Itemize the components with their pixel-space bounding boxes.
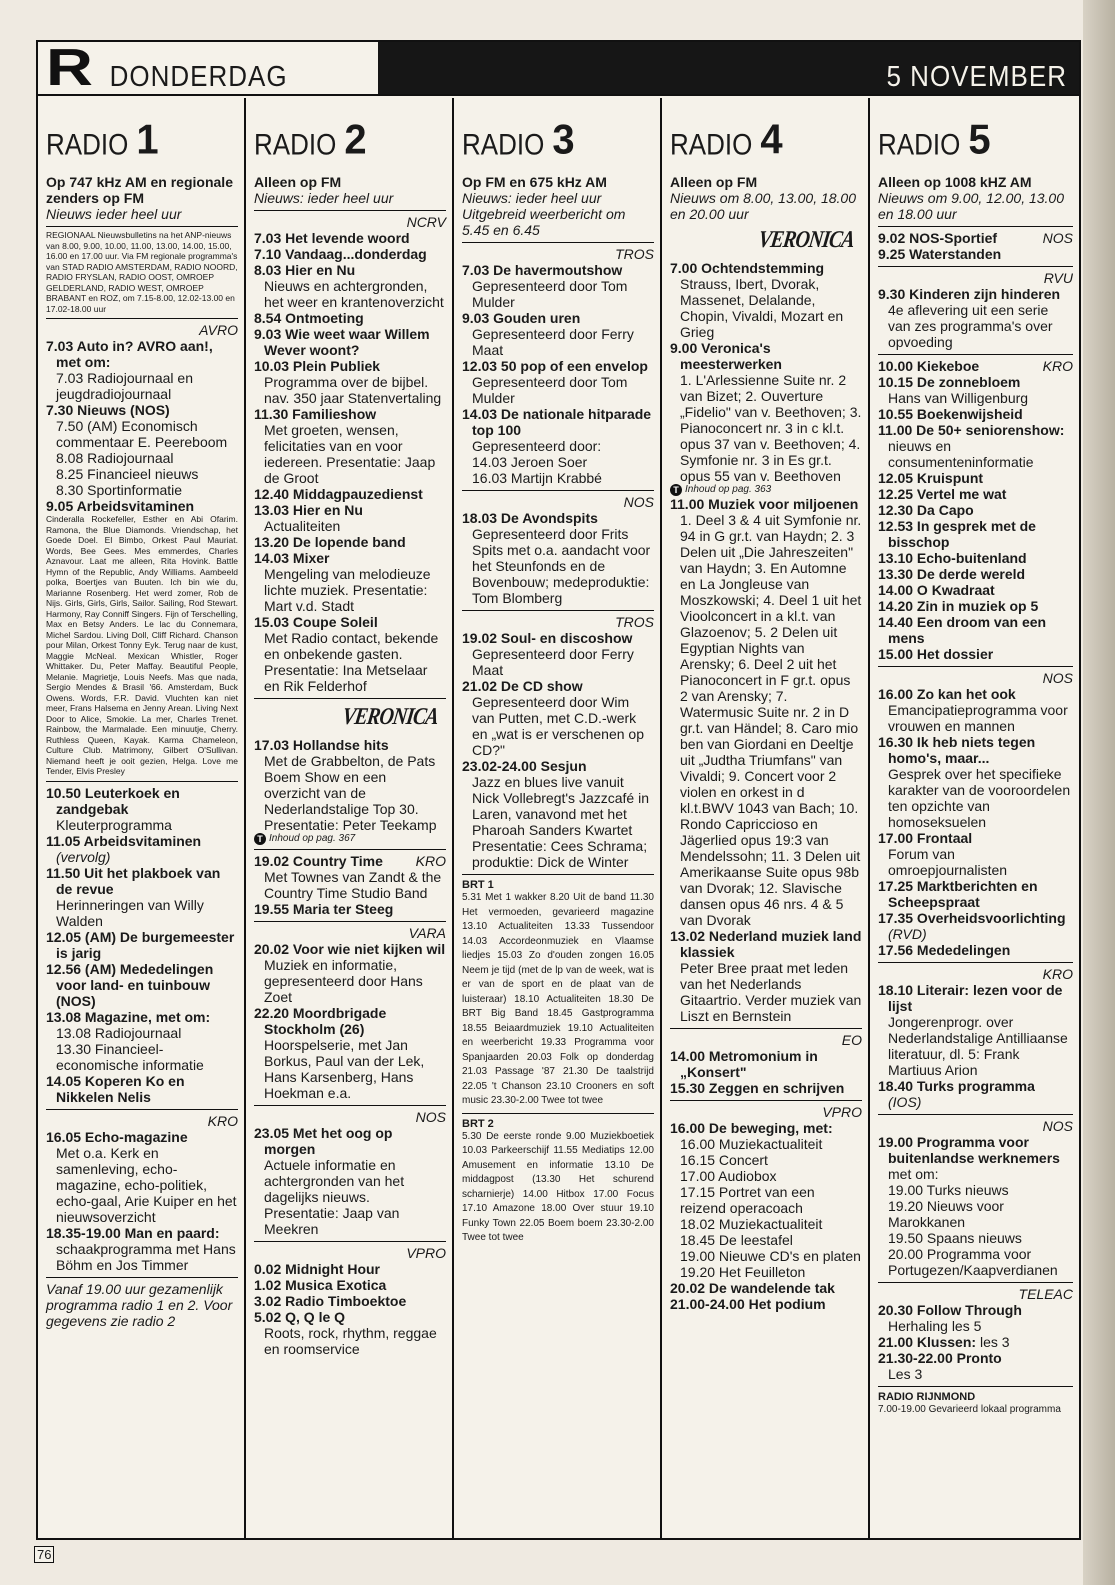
- divider: [670, 1028, 862, 1029]
- program-title: 9.05 Arbeidsvitaminen: [46, 498, 195, 514]
- program-title: 9.30 Kinderen zijn hinderen: [878, 286, 1061, 302]
- program-title: 14.40 Een droom van een mens: [878, 614, 1047, 646]
- program-title: 18.03 De Avondspits: [462, 510, 598, 526]
- divider: [46, 781, 238, 782]
- program-title: 18.10 Literair: lezen voor de lijst: [878, 982, 1063, 1014]
- program-desc: Met Townes van Zandt & the Country Time Studio Band: [264, 869, 442, 901]
- program-desc: Forum van omroepjournalisten: [888, 846, 1008, 878]
- program-title: 7.03 Auto in? AVRO aan!, met om:: [46, 338, 213, 370]
- program-title: 15.03 Coupe Soleil: [254, 614, 378, 630]
- program-title: 17.03 Hollandse hits: [254, 737, 389, 753]
- program-desc: 17.00 Audiobox: [680, 1168, 777, 1184]
- program-desc: les 3: [979, 1334, 1010, 1350]
- station-columns: [38, 98, 1079, 1538]
- program-title: 10.55 Boekenwijsheid: [878, 406, 1023, 422]
- program-title: 12.40 Middagpauzedienst: [254, 486, 423, 502]
- divider: [254, 1105, 446, 1106]
- broadcaster-label: VARA: [408, 925, 446, 941]
- program-title: 12.56 (AM) Mededelingen voor land- en tuinbouw (NOS): [46, 960, 214, 1009]
- radio-word: RADIO: [254, 126, 337, 162]
- broadcaster-label: NOS: [623, 494, 654, 510]
- broadcaster-label: RVU: [1043, 270, 1073, 286]
- program-title: 16.00 Zo kan het ook: [878, 686, 1016, 702]
- header-left: [38, 39, 378, 97]
- program-title: 19.02 Soul- en discoshow: [462, 630, 633, 646]
- program-title: 16.00 De beweging, met:: [670, 1120, 833, 1136]
- veronica-logo: VERONICA: [340, 703, 440, 730]
- program-desc: Jongerenprogr. over Nederlandstalige Antilliaanse literatuur, dl. 5: Frank Martiuus Arion: [888, 1014, 1068, 1078]
- intro-italic: Nieuws: ieder heel uur: [254, 190, 394, 206]
- divider: [462, 610, 654, 611]
- program-title: 23.05 Met het oog op morgen: [254, 1125, 393, 1157]
- program-title: 14.00 O Kwadraat: [878, 582, 995, 598]
- divider: [254, 921, 446, 922]
- divider: [878, 354, 1073, 355]
- program-title: 7.10 Vandaag...donderdag: [254, 246, 427, 262]
- footer-note: Vanaf 19.00 uur gezamenlijk programma radio 1 en 2. Voor gegevens zie radio 2: [46, 1280, 233, 1329]
- program-desc: (RVD): [888, 926, 927, 942]
- program-desc: Jazz en blues live vanuit Nick Vollebregt's Jazzcafé in Laren, vanavond met het Pharoah Sanders Kwartet Presentatie: Cees Schrama; produktie: Dick de Winter: [472, 774, 649, 870]
- program-desc: Gesprek over het specifieke karakter van de vooroordelen ten opzichte van homoseksuelen: [888, 766, 1071, 830]
- program-desc: Herinneringen van Willy Walden: [56, 896, 204, 929]
- program-desc: Gepresenteerd door Tom Mulder: [472, 278, 628, 310]
- brt2-schedule: 5.30 De eerste ronde 9.00 Muziekboetiek 10.03 Parkeerschijf 11.55 Mediatips 12.00 Amusement en informatie 13.10 De middagpost (13.30 Het schurend scharnierje) 14.00 Hitbox 17.00 Focus 17.10 Amazone 18.00 Over stuur 19.10 Funky Town 22.05 Boem boem 23.30-2.00 Twee tot twee: [462, 1130, 654, 1243]
- program-title: 20.02 Voor wie niet kijken wil: [254, 941, 446, 957]
- broadcaster-label: EO: [841, 1032, 862, 1048]
- radio-word: RADIO: [462, 126, 545, 162]
- column-radio-4: [662, 98, 870, 1538]
- broadcaster-label: KRO: [1042, 358, 1073, 374]
- program-title: [254, 853, 446, 869]
- program-desc: 19.20 Het Feuilleton: [680, 1264, 806, 1280]
- broadcaster-label: TELEAC: [1018, 1286, 1073, 1302]
- program-title: 20.02 De wandelende tak: [670, 1280, 835, 1296]
- program-desc: 1. L'Arlessienne Suite nr. 2 van Bizet; 2. Ouverture „Fidelio" van v. Beethoven; 3. Pianoconcert nr. 3 in c kl.t. opus 37 van v. Beethoven; 4. Symfonie nr. 3 in Es gr.t. opus 55 van v. Beethoven: [680, 372, 862, 484]
- program-title: 19.55 Maria ter Steeg: [254, 901, 394, 917]
- program-title: 18.35-19.00 Man en paard:: [46, 1224, 220, 1241]
- column-radio-1: [38, 98, 246, 1538]
- broadcaster-label: NOS: [1042, 230, 1073, 246]
- page-header: [38, 39, 1079, 97]
- intro-italic: Nieuws: ieder heel uur Uitgebreid weerbericht om 5.45 en 6.45: [462, 190, 626, 238]
- program-desc: 16.00 Muziekactualiteit: [680, 1136, 823, 1152]
- column-radio-3: [454, 98, 662, 1538]
- program-title-text: 19.02 Country Time: [254, 853, 383, 869]
- program-title: 22.20 Moordbrigade Stockholm (26): [254, 1005, 387, 1037]
- program-desc: Actuele informatie en achtergronden van het dagelijks nieuws. Presentatie: Jaap van Meekren: [264, 1157, 405, 1237]
- tv-guide-page: [36, 40, 1081, 1540]
- radio-4-title: [670, 116, 862, 164]
- program-title: 10.03 Plein Publiek: [254, 358, 381, 374]
- program-title: 21.00-24.00 Het podium: [670, 1296, 826, 1312]
- program-desc: met om:: [888, 1166, 939, 1182]
- program-desc: Actualiteiten: [264, 518, 341, 534]
- page-number: 76: [34, 1546, 54, 1563]
- intro-bold: Alleen op FM: [254, 174, 342, 190]
- program-desc: Emancipatieprogramma voor vrouwen en mannen: [888, 702, 1068, 734]
- program-title: 11.50 Uit het plakboek van de revue: [46, 864, 221, 897]
- program-title: [878, 230, 1073, 246]
- radio-1-title: [46, 116, 238, 164]
- divider: [462, 242, 654, 243]
- broadcaster-label: KRO: [207, 1112, 238, 1129]
- program-desc: Programma over de bijbel. nav. 350 jaar Statenvertaling: [264, 374, 442, 406]
- program-desc: (vervolg): [56, 848, 111, 865]
- regional-info: REGIONAAL Nieuwsbulletins na het ANP-nieuws van 8.00, 9.00, 10.00, 11.00, 13.00, 14.00, 15.00, 16.00 en 17.00 uur. Via FM regionale programma's van STAD RADIO AMSTERDAM, RADIO NOORD, RADIO FRYSLAN, RADIO OOST, OMROEP GELDERLAND, RADIO WEST, OMROEP BRABANT en ROZ, om 7.15-8.00, 12.02-13.00 en 17.02-18.00 uur: [46, 230, 238, 314]
- program-desc: Gepresenteerd door Wim van Putten, met C.D.-werk en „wat is er verschenen op CD?": [472, 694, 644, 758]
- program-title: 11.00 De 50+ seniorenshow:: [878, 422, 1065, 438]
- program-title: 15.00 Het dossier: [878, 646, 994, 662]
- program-desc: Gepresenteerd door Frits Spits met o.a. aandacht voor het Steunfonds en de Bovenbouw; medeproduktie: Tom Blomberg: [472, 526, 651, 606]
- divider: [878, 666, 1073, 667]
- program-title: 17.25 Marktberichten en Scheepspraat: [878, 878, 1038, 910]
- veronica-logo: VERONICA: [756, 226, 856, 253]
- brt1-schedule: 5.31 Met 1 wakker 8.20 Uit de band 11.30 Het vermoeden, gevarieerd magazine 13.10 Actualiteiten 13.33 Tussendoor 14.03 Accordeonmuziek en Vlaamse liedjes 15.03 Zo d'ouden zongen 16.05 Neem je tijd (met de lp van de week, wat is er van de sport en de plaat van de luisteraar) 18.10 Actualiteiten 18.30 De BRT Big Band 18.45 Gastprogramma 18.55 Beiaardmuziek 19.10 Actualiteiten en weerbericht 19.33 Programma voor Spanjaarden 20.03 Folk op donderdag 21.03 Passage '87 21.30 De taalstrijd 22.05 't Chanson 23.10 Crooners en soft music 23.30-2.00 Twee tot twee: [462, 892, 654, 1106]
- divider: [878, 1114, 1073, 1115]
- divider: [46, 226, 238, 227]
- content-reference: [670, 484, 862, 496]
- program-title: 14.03 De nationale hitparade top 100: [462, 406, 652, 438]
- divider: [254, 210, 446, 211]
- program-title: 7.03 De havermoutshow: [462, 262, 623, 278]
- program-title: 13.10 Echo-buitenland: [878, 550, 1027, 566]
- radio-2-title: [254, 116, 446, 164]
- program-title: 7.30 Nieuws (NOS): [46, 402, 170, 418]
- program-desc: 18.02 Muziekactualiteit: [680, 1216, 823, 1232]
- t-icon: T: [254, 833, 266, 845]
- program-desc: Peter Bree praat met leden van het Nederlands Gitaartrio. Verder muziek van Liszt en Bernstein: [680, 960, 862, 1024]
- program-desc: 14.03 Jeroen Soer: [472, 454, 588, 470]
- broadcaster-label: NOS: [1042, 1118, 1073, 1134]
- header-date: 5 NOVEMBER: [886, 59, 1067, 93]
- inhoud-text: Inhoud op pag. 363: [685, 484, 772, 495]
- broadcaster-label: NOS: [415, 1109, 446, 1125]
- column-radio-5: [870, 98, 1079, 1538]
- brt1-heading: BRT 1: [462, 879, 494, 891]
- program-title: 17.35 Overheidsvoorlichting: [878, 910, 1066, 926]
- rijnmond-heading: RADIO RIJNMOND: [878, 1391, 976, 1403]
- radio-word: RADIO: [670, 126, 753, 162]
- radio-number: 3: [552, 116, 575, 164]
- program-title: 7.00 Ochtendstemming: [670, 260, 825, 276]
- brt2-heading: BRT 2: [462, 1117, 494, 1130]
- header-day: DONDERDAG: [109, 59, 288, 93]
- divider: [254, 698, 446, 699]
- broadcaster-label: VPRO: [406, 1245, 446, 1261]
- radio-logo: R: [46, 39, 91, 97]
- divider: [254, 1241, 446, 1242]
- content-reference: [254, 833, 446, 845]
- radio-word: RADIO: [46, 126, 129, 162]
- program-desc: Hoorspelserie, met Jan Borkus, Paul van der Lek, Hans Karsenberg, Hans Hoekman e.a.: [264, 1037, 425, 1101]
- divider: [254, 849, 446, 850]
- inhoud-text: Inhoud op pag. 367: [269, 833, 356, 844]
- radio-number: 5: [968, 116, 991, 164]
- program-title: 16.05 Echo-magazine: [46, 1128, 188, 1145]
- program-desc: Strauss, Ibert, Dvorak, Massenet, Delalande, Chopin, Vivaldi, Mozart en Grieg: [680, 276, 844, 340]
- program-title: 18.40 Turks programma: [878, 1078, 1035, 1094]
- radio-3-title: [462, 116, 654, 164]
- program-title: 5.02 Q, Q le Q: [254, 1309, 346, 1325]
- program-desc: 8.25 Financieel nieuws: [56, 466, 199, 482]
- program-title: 12.30 Da Capo: [878, 502, 974, 518]
- program-title: 13.08 Magazine, met om:: [46, 1008, 211, 1025]
- program-desc: Gepresenteerd door Ferry Maat: [472, 646, 634, 678]
- radio-number: 2: [344, 116, 367, 164]
- program-desc: 16.15 Concert: [680, 1152, 768, 1168]
- program-title: 14.00 Metromonium in „Konsert": [670, 1048, 818, 1080]
- program-title: [878, 1334, 1073, 1350]
- program-title: 14.20 Zin in muziek op 5: [878, 598, 1039, 614]
- program-desc: Met de Grabbelton, de Pats Boem Show en een overzicht van de Nederlandstalige Top 30. Presentatie: Peter Teekamp: [264, 753, 437, 833]
- intro-bold: Alleen op 1008 kHZ AM: [878, 174, 1032, 190]
- program-title-text: 10.00 Kiekeboe: [878, 358, 980, 374]
- program-desc: schaakprogramma met Hans Böhm en Jos Timmer: [56, 1240, 236, 1273]
- broadcaster-label: KRO: [1042, 966, 1073, 982]
- program-title: 13.30 De derde wereld: [878, 566, 1026, 582]
- program-desc: 13.30 Financieel-economische informatie: [56, 1040, 204, 1073]
- divider: [462, 1113, 654, 1114]
- program-title: 8.54 Ontmoeting: [254, 310, 364, 326]
- program-title-text: 9.02 NOS-Sportief: [878, 230, 998, 246]
- rijnmond-schedule: 7.00-19.00 Gevarieerd lokaal programma: [878, 1404, 1061, 1415]
- program-title: 15.30 Zeggen en schrijven: [670, 1080, 845, 1096]
- program-title: 17.56 Mededelingen: [878, 942, 1011, 958]
- divider: [878, 962, 1073, 963]
- broadcaster-label: TROS: [615, 246, 654, 262]
- program-desc: 17.15 Portret van een reizend operacoach: [680, 1184, 815, 1216]
- song-list: Cinderalla Rockefeller, Esther en Abi Ofarim. Ramona, the Blue Diamonds. Vriendschap, het Goede Doel. El Bimbo, Orkest Paul Mauriat. Words, Bee Gees. Mes emmerdes, Charles Aznavour. Laat me alleen, Rita Hovink. Battle Hymn of the Republic, Andy Williams. Aambeeld polka, Boertjes van Buuten. Ich bin wie du, Marianne Rosenberg. Het werd zomer, Rob de Nijs. Girls, Girls, Girls, Sailor. Sailing, Rod Stewart. Harmony, Ray Conniff Singers. Fijn of Terschelling, Max en Betsy Anders. Le lac du Connemara, Michel Sardou. Living Doll, Cliff Richard. Chanson pour Milan, Orkest Tonny Eyk. Terug naar de kust, Maggie McNeal. Mexican Whistler, Roger Whittaker. Du, Peter Maffay. Beautiful People, Melanie. Magrietje, Louis Neefs. Mas que nada, Sergio Mendes & Brasil '66. Amsterdam, Buck Owens. Words, F.R. David. Vluchten kan niet meer, Frans Halsema en Jenny Arean. Living Next Door to Alice, Smokie. La mer, Charles Trenet. Rainbow, the Marmalade. Een minuutje, Cherry. Ruthless Queen, Kayak. Karma Chameleon, Culture Club. Matrimony, Gilbert O'Sullivan. Niemand heeft je ooit gezien, Helga. Love me Tender, Elvis Presley: [46, 514, 238, 776]
- program-title: 12.05 Kruispunt: [878, 470, 984, 486]
- program-desc: Met Radio contact, bekende en onbekende gasten. Presentatie: Ina Metselaar en Rik Felderhof: [264, 630, 439, 694]
- program-title: 11.05 Arbeidsvitaminen: [46, 832, 202, 849]
- broadcaster-label: AVRO: [199, 322, 238, 338]
- program-desc: Gepresenteerd door:: [472, 438, 602, 454]
- program-desc: Met o.a. Kerk en samenleving, echo-magazine, echo-politiek, echo-gaal, Arie Kuiper en het nieuwsoverzicht: [56, 1144, 237, 1225]
- intro-italic: Nieuws om 9.00, 12.00, 13.00 en 18.00 uur: [878, 190, 1065, 222]
- broadcaster-label: NOS: [1042, 670, 1073, 686]
- intro-italic: Nieuws ieder heel uur: [46, 206, 182, 222]
- program-title: 9.03 Gouden uren: [462, 310, 581, 326]
- program-desc: (IOS): [888, 1094, 922, 1110]
- program-title: 19.00 Programma voor buitenlandse werknemers: [878, 1134, 1060, 1166]
- program-desc: 20.00 Programma voor Portugezen/Kaapverdianen: [888, 1246, 1058, 1278]
- divider: [878, 226, 1073, 227]
- program-desc: 13.08 Radiojournaal: [56, 1024, 182, 1041]
- program-title: 21.02 De CD show: [462, 678, 583, 694]
- program-title: 8.03 Hier en Nu: [254, 262, 356, 278]
- program-title: 12.53 In gesprek met de bisschop: [878, 518, 1036, 550]
- program-title: 13.20 De lopende band: [254, 534, 406, 550]
- program-title: 14.03 Mixer: [254, 550, 330, 566]
- divider: [46, 318, 238, 319]
- program-desc: Herhaling les 5: [888, 1318, 982, 1334]
- program-desc: Met groeten, wensen, felicitaties van en voor iedereen. Presentatie: Jaap de Groot: [264, 422, 436, 486]
- program-desc: Gepresenteerd door Ferry Maat: [472, 326, 634, 358]
- divider: [670, 1100, 862, 1101]
- program-title: 9.03 Wie weet waar Willem Wever woont?: [254, 326, 430, 358]
- program-title: 13.02 Nederland muziek land klassiek: [670, 928, 862, 960]
- program-title: 23.02-24.00 Sesjun: [462, 758, 587, 774]
- program-title: 20.30 Follow Through: [878, 1302, 1022, 1318]
- program-title: 13.03 Hier en Nu: [254, 502, 363, 518]
- program-desc: 8.08 Radiojournaal: [56, 450, 174, 466]
- divider: [46, 1277, 238, 1278]
- intro-italic: Nieuws om 8.00, 13.00, 18.00 en 20.00 uur: [670, 190, 857, 222]
- program-desc: Hans van Willigenburg: [888, 390, 1029, 406]
- radio-5-title: [878, 116, 1073, 164]
- program-desc: Kleuterprogramma: [56, 816, 172, 833]
- t-icon: T: [670, 484, 682, 496]
- program-title: [878, 358, 1073, 374]
- program-desc: 1. Deel 3 & 4 uit Symfonie nr. 94 in G gr.t. van Haydn; 2. 3 Delen uit „Die Jahreszeiten" van Haydn; 3. En Automne en La Jongleuse van Moszkowski; 4. Deel 1 uit het Vioolconcert in a kl.t. van Glazoenov; 5. 2 Delen uit Egyptian Nights van Arensky; 6. Deel 2 uit het Pianoconcert in F gr.t. opus 2 van Arensky; 7. Watermusic Suite nr. 2 in D gr.t. van Händel; 8. Caro mio ben van Giordani en Deeltje uit „Judtha Triumfans" van Vivaldi; 9. Concert voor 2 violen en orkest in d kl.t.BWV 1043 van Bach; 10. Rondo Capriccioso en Jägerlied opus 19:3 van Mendelssohn; 11. 3 Delen uit Amerikaanse Suite opus 98b van Dvorak; 12. Slavische dansen opus 46 nrs. 4 & 5 van Dvorak: [680, 512, 862, 928]
- program-desc: Muziek en informatie, gepresenteerd door Hans Zoet: [264, 957, 423, 1005]
- program-desc: Mengeling van melodieuze lichte muziek. Presentatie: Mart v.d. Stadt: [264, 566, 431, 614]
- broadcaster-label: KRO: [415, 853, 446, 869]
- program-title: 11.00 Muziek voor miljoenen: [670, 496, 859, 512]
- divider: [878, 1282, 1073, 1283]
- radio-number: 4: [760, 116, 783, 164]
- program-desc: 19.50 Spaans nieuws: [888, 1230, 1022, 1246]
- program-title: 17.00 Frontaal: [878, 830, 973, 846]
- program-title: 14.05 Koperen Ko en Nikkelen Nelis: [46, 1072, 185, 1105]
- program-title: 10.50 Leuterkoek en zandgebak: [46, 784, 180, 817]
- program-desc: 19.00 Nieuwe CD's en platen: [680, 1248, 861, 1264]
- program-title: 3.02 Radio Timboektoe: [254, 1293, 407, 1309]
- program-desc: 19.00 Turks nieuws: [888, 1182, 1009, 1198]
- program-desc: Les 3: [888, 1366, 923, 1382]
- program-desc: Roots, rock, rhythm, reggae en roomservice: [264, 1325, 437, 1357]
- program-title: 1.02 Musica Exotica: [254, 1277, 387, 1293]
- program-title: 12.25 Vertel me wat: [878, 486, 1007, 502]
- intro-bold: Op FM en 675 kHz AM: [462, 174, 607, 190]
- program-title: 7.03 Het levende woord: [254, 230, 410, 246]
- broadcaster-label: TROS: [615, 614, 654, 630]
- program-title: 12.03 50 pop of een envelop: [462, 358, 648, 374]
- program-desc: 16.03 Martijn Krabbé: [472, 470, 602, 486]
- divider: [878, 1386, 1073, 1387]
- program-title: 12.05 (AM) De burgemeester is jarig: [46, 928, 235, 961]
- radio-word: RADIO: [878, 126, 961, 162]
- program-desc: 4e aflevering uit een serie van zes programma's over opvoeding: [888, 302, 1053, 350]
- radio-number: 1: [136, 116, 159, 164]
- program-desc: 19.20 Nieuws voor Marokkanen: [888, 1198, 1004, 1230]
- program-desc: Nieuws en achtergronden, het weer en krantenoverzicht: [264, 278, 444, 310]
- program-title: 9.25 Waterstanden: [878, 246, 1002, 262]
- program-title: 21.30-22.00 Pronto: [878, 1350, 1002, 1366]
- program-desc: 18.45 De leestafel: [680, 1232, 793, 1248]
- intro-bold: Op 747 kHz AM en regionale zenders op FM: [46, 174, 233, 206]
- program-desc: nieuws en consumenteninformatie: [888, 438, 1034, 470]
- program-title: 0.02 Midnight Hour: [254, 1261, 380, 1277]
- program-title: 16.30 Ik heb niets tegen homo's, maar...: [878, 734, 1036, 766]
- intro-bold: Alleen op FM: [670, 174, 758, 190]
- divider: [462, 490, 654, 491]
- divider: [462, 874, 654, 875]
- program-desc: 8.30 Sportinformatie: [56, 482, 183, 498]
- column-radio-2: [246, 98, 454, 1538]
- program-desc: Gepresenteerd door Tom Mulder: [472, 374, 628, 406]
- divider: [46, 1109, 238, 1110]
- program-title: 9.00 Veronica's meesterwerken: [670, 340, 782, 372]
- header-right: [378, 42, 1079, 94]
- program-title-text: 21.00 Klussen:: [878, 1334, 977, 1350]
- divider: [878, 266, 1073, 267]
- program-desc: 7.03 Radiojournaal en jeugdradiojournaal: [56, 370, 193, 402]
- broadcaster-label: NCRV: [406, 214, 446, 230]
- program-title: 11.30 Familieshow: [254, 406, 377, 422]
- program-title: 10.15 De zonnebloem: [878, 374, 1021, 390]
- program-desc: 7.50 (AM) Economisch commentaar E. Peereboom: [56, 418, 228, 450]
- broadcaster-label: VPRO: [822, 1104, 862, 1120]
- page-edge: [1083, 0, 1115, 1585]
